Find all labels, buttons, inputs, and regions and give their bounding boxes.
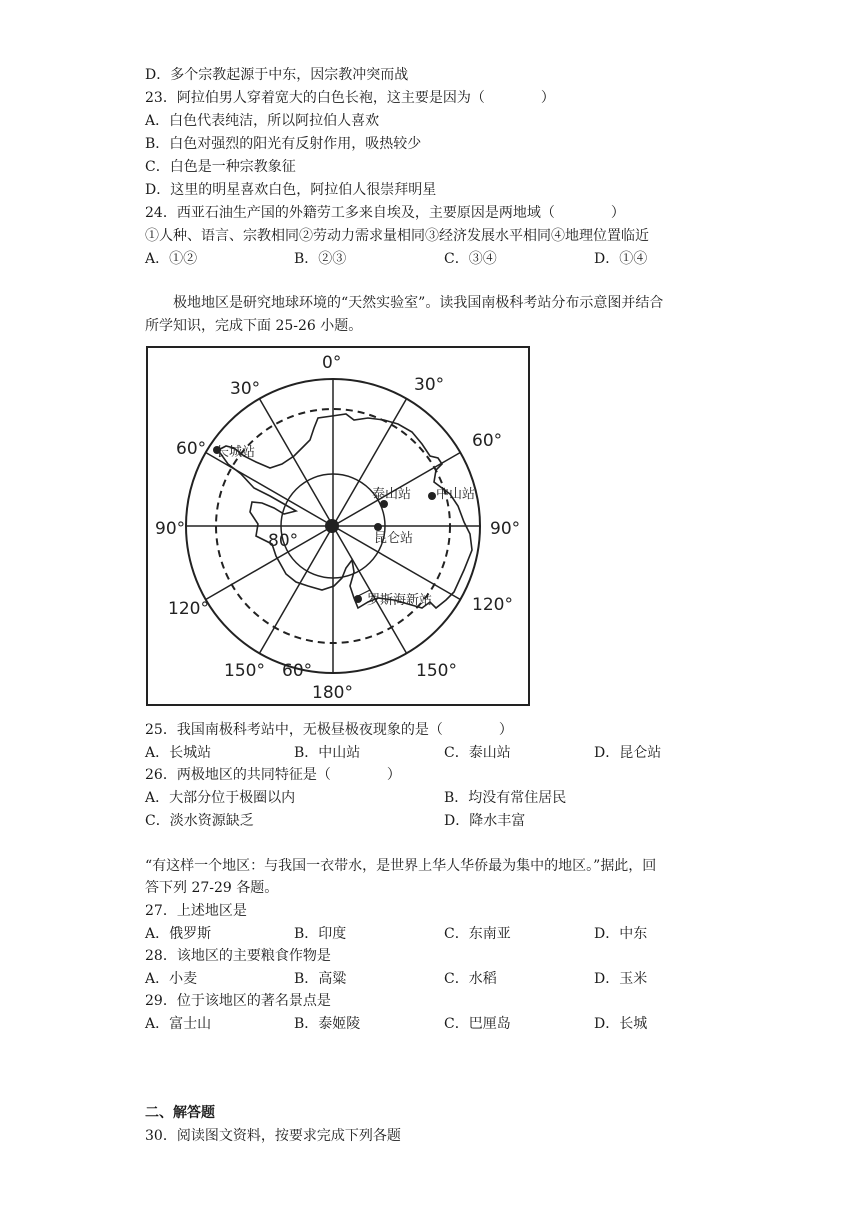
lon-label-150e: 150° [416,661,457,681]
lon-label-60w: 60° [176,439,207,459]
lon-label-120e: 120° [472,595,513,615]
q28-option-b: B．高粱 [294,971,347,987]
q26-option-c: C．淡水资源缺乏 [145,813,254,829]
q23-option-b: B．白色对强烈的阳光有反射作用，吸热较少 [145,136,422,152]
q28-option-c: C．水稻 [444,971,497,987]
q29-option-a: A．富士山 [145,1016,212,1032]
q29-option-c: C．巴厘岛 [444,1016,511,1032]
q27-stem: 27．上述地区是 [145,903,247,919]
intro-27-line1: “有这样一个地区：与我国一衣带水，是世界上华人华侨最为集中的地区。”据此，回 [145,858,657,874]
q24-option-d: D．①④ [594,251,648,267]
q29-stem: 29．位于该地区的著名景点是 [145,993,331,1009]
intro-27-line2: 答下列 27-29 各题。 [145,880,279,896]
q29-option-b: B．泰姬陵 [294,1016,361,1032]
lon-label-30w: 30° [230,379,261,399]
q25-option-d: D．昆仑站 [594,745,662,761]
lon-label-90e: 90° [490,519,521,539]
q25-option-a: A．长城站 [145,745,212,761]
q28-option-a: A．小麦 [145,971,198,987]
q23-option-c: C．白色是一种宗教象征 [145,159,296,175]
q25-option-c: C．泰山站 [444,745,511,761]
q27-option-d: D．中东 [594,926,648,942]
intro-25-line2: 所学知识，完成下面 25-26 小题。 [145,318,363,334]
station-label-zhongshan: 中山站 [436,487,476,502]
q23-option-d: D．这里的明星喜欢白色，阿拉伯人很崇拜明星 [145,182,437,198]
station-dots [213,446,436,603]
q24-option-b: B．②③ [294,251,347,267]
q24-option-c: C．③④ [444,251,497,267]
q26-stem: 26．两极地区的共同特征是（ ） [145,767,401,783]
q24-stem: 24．西亚石油生产国的外籍劳工多来自埃及，主要原因是两地域（ ） [145,205,625,221]
lat-label-60: 60° [282,661,313,681]
station-label-taishan: 泰山站 [372,487,412,502]
q26-option-d: D．降水丰富 [444,813,526,829]
q23-option-a: A．白色代表纯洁，所以阿拉伯人喜欢 [145,113,380,129]
q27-option-c: C．东南亚 [444,926,511,942]
q28-stem: 28．该地区的主要粮食作物是 [145,948,331,964]
lon-label-30e: 30° [414,375,445,395]
q26-option-a: A．大部分位于极圈以内 [145,790,296,806]
q28-option-d: D．玉米 [594,971,648,987]
antarctic-stations-map [146,346,530,706]
lon-label-120w: 120° [168,599,209,619]
station-label-kunlun: 昆仑站 [374,531,414,546]
lon-label-60e: 60° [472,431,503,451]
q25-stem: 25．我国南极科考站中，无极昼极夜现象的是（ ） [145,722,513,738]
q25-option-b: B．中山站 [294,745,361,761]
lon-label-0: 0° [322,353,342,373]
lon-label-150w: 150° [224,661,265,681]
q23-stem: 23．阿拉伯男人穿着宽大的白色长袍，这主要是因为（ ） [145,90,555,106]
lat-label-80: 80° [268,531,299,551]
lon-label-180: 180° [312,683,353,703]
q26-option-b: B．均没有常住居民 [444,790,567,806]
antarctica-coastline [218,414,472,608]
q30-stem: 30．阅读图文资料，按要求完成下列各题 [145,1128,401,1144]
q27-option-b: B．印度 [294,926,347,942]
station-label-changcheng: 长城站 [216,445,256,460]
station-label-rosssea: 罗斯海新站 [367,593,433,608]
q24-items: ①人种、语言、宗教相同②劳动力需求量相同③经济发展水平相同④地理位置临近 [145,228,649,244]
q22-option-d: D．多个宗教起源于中东，因宗教冲突而战 [145,67,409,83]
lon-label-90w: 90° [155,519,186,539]
intro-25-line1: 极地地区是研究地球环境的“天然实验室”。读我国南极科考站分布示意图并结合 [173,295,664,311]
q24-option-a: A．①② [145,251,198,267]
q29-option-d: D．长城 [594,1016,648,1032]
q27-option-a: A．俄罗斯 [145,926,212,942]
section-2-title: 二、解答题 [145,1105,215,1121]
